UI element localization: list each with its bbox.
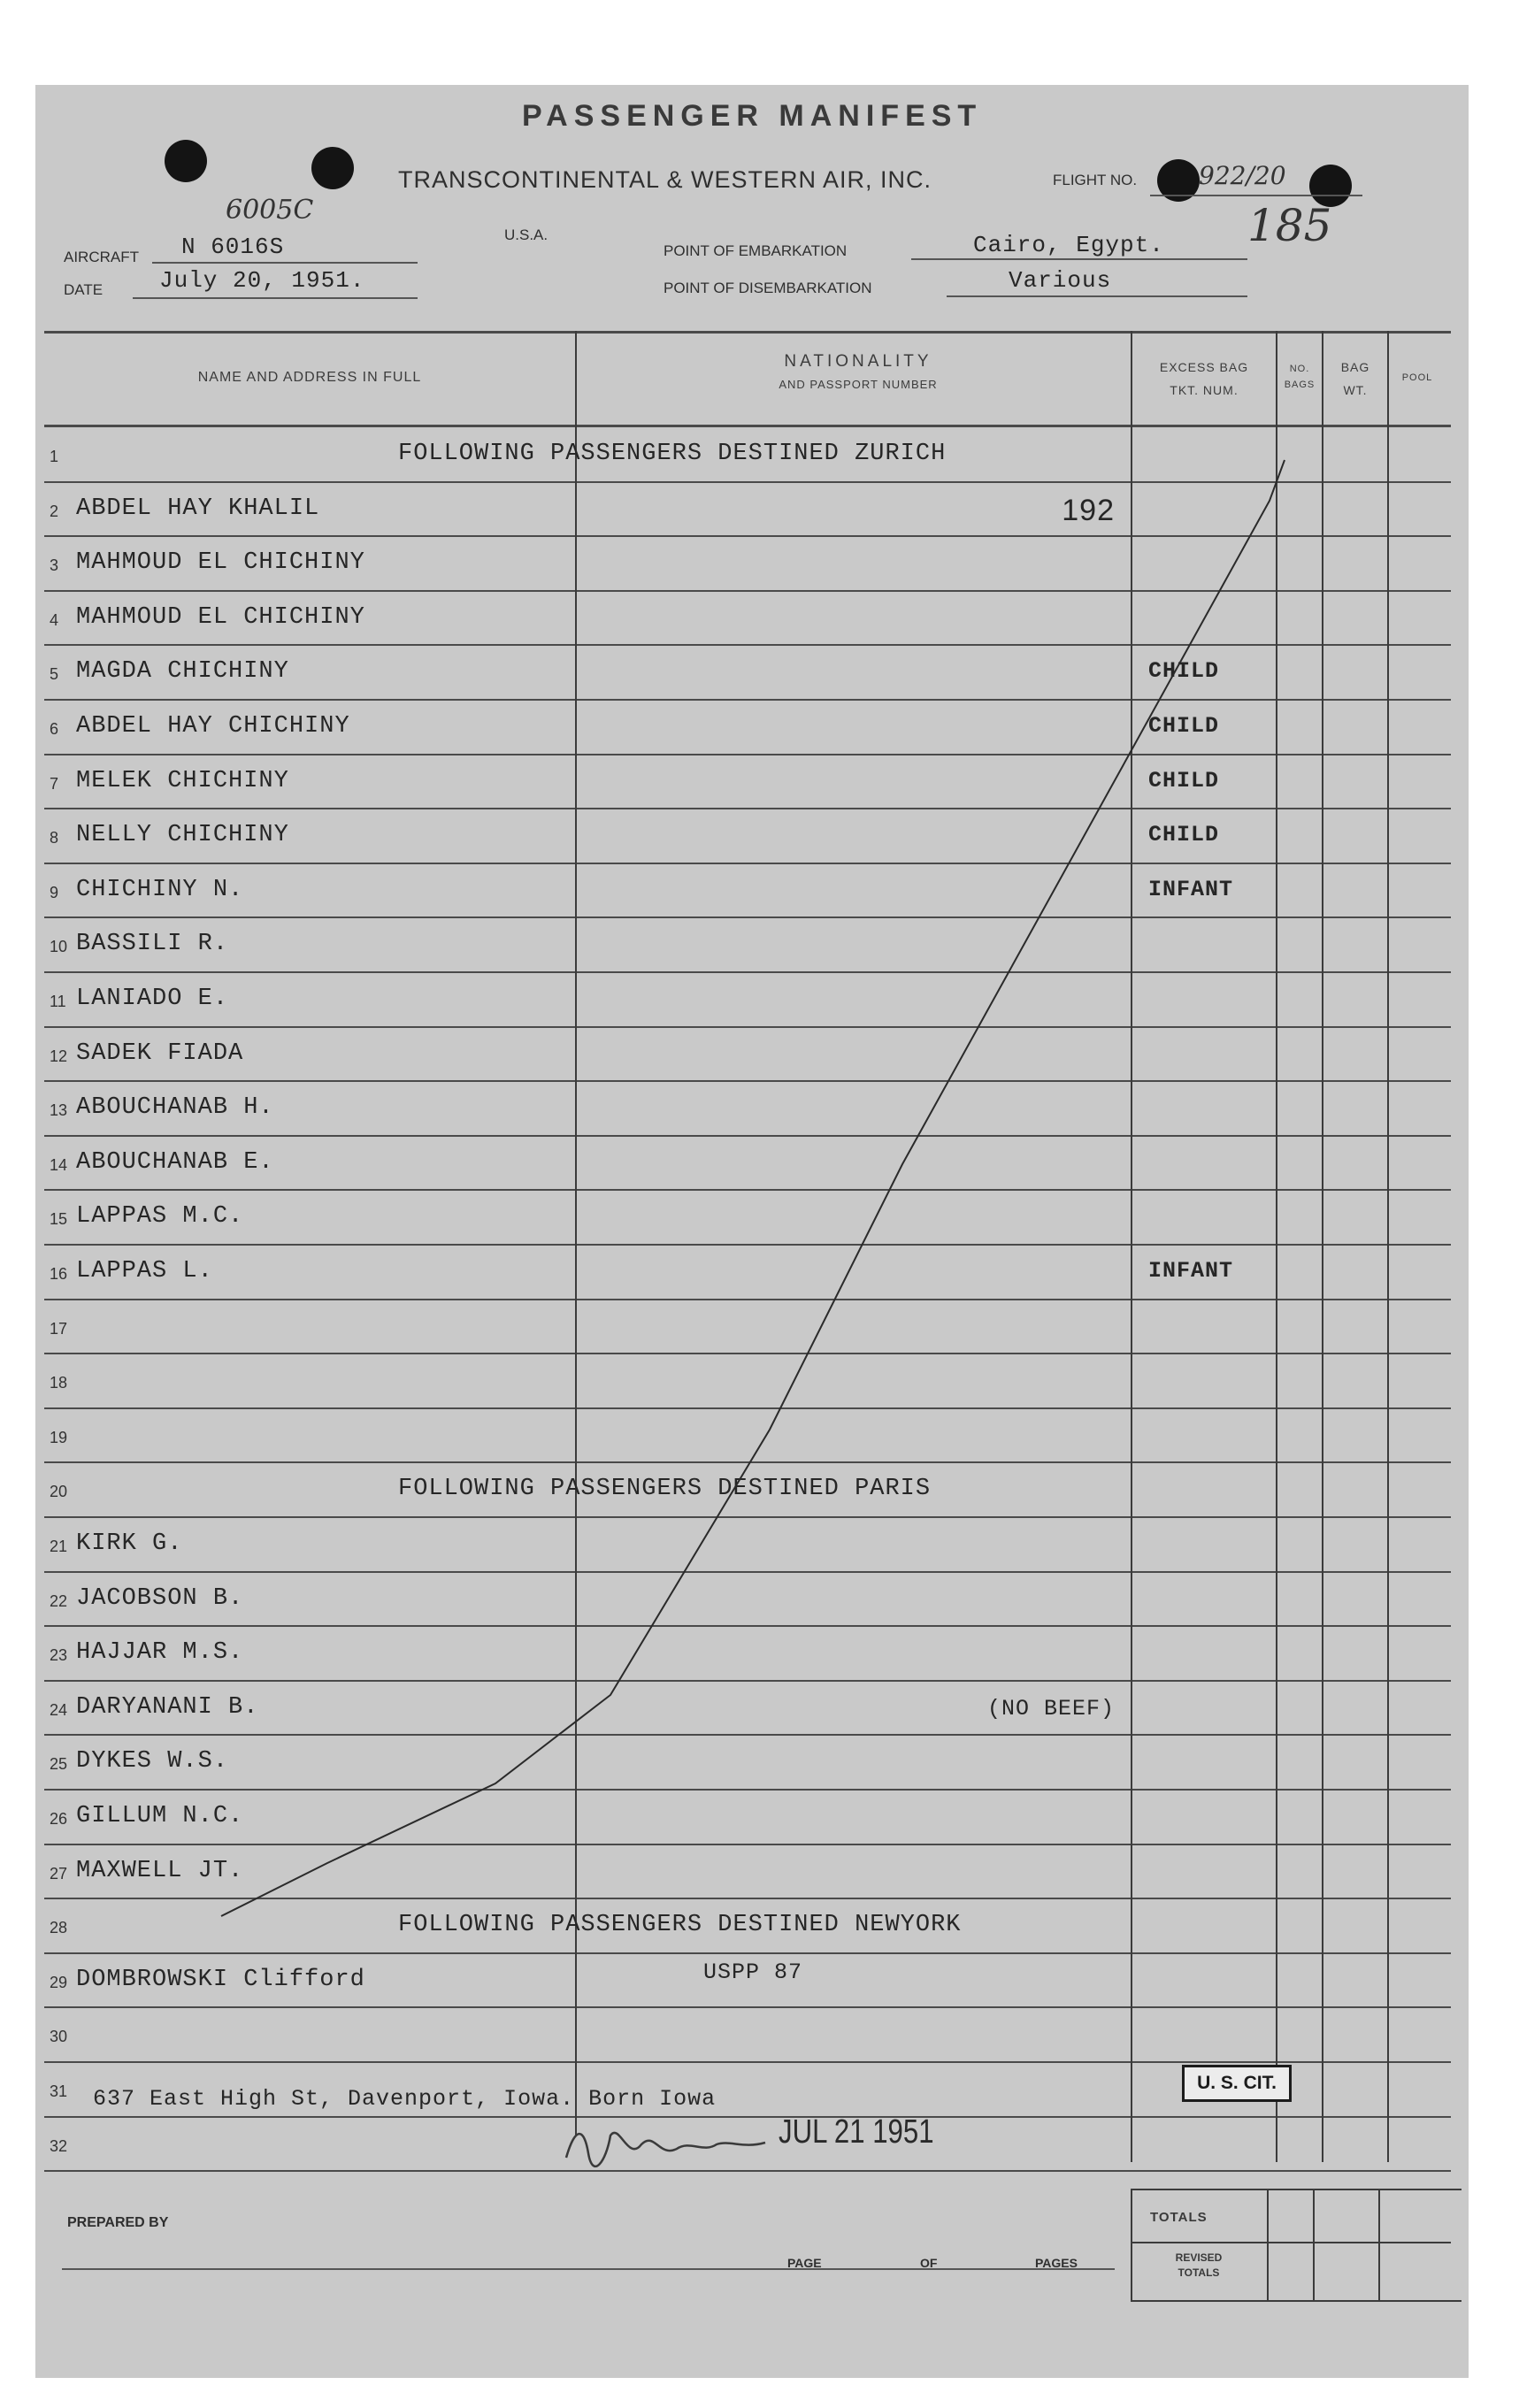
table-row <box>44 973 1451 1028</box>
table-row <box>44 1463 1451 1518</box>
table-row <box>44 809 1451 864</box>
date-received-stamp: JUL 21 1951 <box>779 2113 934 2151</box>
row-number: 7 <box>50 774 59 793</box>
col-header-weight <box>1325 356 1385 402</box>
aircraft-label: AIRCRAFT <box>64 249 139 265</box>
manifest-title: PASSENGER MANIFEST <box>522 99 983 133</box>
nationality-value: USPP 87 <box>703 1959 803 1985</box>
table-row <box>44 537 1451 592</box>
row-number: 27 <box>50 1864 68 1883</box>
col-header-weight-line1: BAG <box>1340 360 1370 374</box>
table-header-bottom-border <box>44 425 1451 427</box>
punch-hole-left-1 <box>165 140 207 182</box>
flight-label: FLIGHT NO. <box>1053 172 1138 188</box>
row-number: 11 <box>50 993 66 1010</box>
row-number: 6 <box>50 720 59 738</box>
row-number: 3 <box>50 556 59 575</box>
passenger-name: DOMBROWSKI Clifford <box>76 1966 365 1993</box>
excess-bag-value: CHILD <box>1148 658 1220 685</box>
col-header-excess-line2: TKT. NUM. <box>1170 383 1239 397</box>
manifest-table <box>44 331 1460 2171</box>
revised-totals-line1: REVISED <box>1175 2251 1223 2264</box>
row-number: 21 <box>50 1538 68 1555</box>
table-row <box>44 1791 1451 1845</box>
destination-heading: FOLLOWING PASSENGERS DESTINED PARIS <box>398 1476 932 1503</box>
row-number: 20 <box>50 1483 68 1501</box>
row-number: 28 <box>50 1919 68 1937</box>
pages-label: PAGES <box>1035 2256 1078 2270</box>
table-row <box>44 2008 1451 2063</box>
passenger-name: SADEK FIADA <box>76 1039 244 1067</box>
row-number: 9 <box>50 883 59 901</box>
manifest-sheet <box>35 85 1469 2378</box>
col-header-pool: POOL <box>1401 372 1433 383</box>
totals-divider <box>1132 2242 1451 2243</box>
revised-totals-line2: TOTALS <box>1178 2266 1220 2279</box>
passenger-name: LANIADO E. <box>76 985 229 1012</box>
prepared-by-line <box>62 2268 1115 2270</box>
date-value: July 20, 1951. <box>159 267 365 294</box>
table-row <box>44 918 1451 973</box>
table-row <box>44 1899 1451 1954</box>
col-header-nationality-line1: NATIONALITY <box>784 352 932 371</box>
passenger-name: GILLUM N.C. <box>76 1803 244 1829</box>
col-header-nationality <box>610 350 1106 396</box>
date-label: DATE <box>64 281 104 298</box>
excess-bag-value: INFANT <box>1148 1258 1234 1284</box>
table-row <box>44 1300 1451 1355</box>
col-header-excess-line1: EXCESS BAG <box>1159 360 1249 374</box>
aircraft-line <box>152 262 418 264</box>
passenger-name: DARYANANI B. <box>76 1693 259 1721</box>
passenger-name: ABOUCHANAB H. <box>76 1094 274 1122</box>
col-header-nationality-line2: AND PASSPORT NUMBER <box>779 378 938 391</box>
table-row <box>44 1736 1451 1791</box>
passenger-name: LAPPAS M.C. <box>76 1203 244 1231</box>
inspector-signature-mark <box>557 2118 770 2180</box>
table-row <box>44 1246 1451 1300</box>
table-row <box>44 1682 1451 1737</box>
table-row <box>44 483 1451 538</box>
row-number: 31 <box>50 2082 68 2100</box>
excess-bag-value: INFANT <box>1148 876 1234 902</box>
row-number: 30 <box>50 2028 68 2046</box>
destination-heading: FOLLOWING PASSENGERS DESTINED ZURICH <box>398 441 947 467</box>
passenger-name: DYKES W.S. <box>76 1748 229 1775</box>
row-number: 25 <box>50 1755 68 1774</box>
table-row <box>44 701 1451 755</box>
disembarkation-value: Various <box>1009 267 1112 294</box>
aircraft-handwritten-note: 6005C <box>226 195 314 226</box>
punch-hole-left-2 <box>311 147 354 189</box>
nationality-value: 192 <box>1062 493 1115 527</box>
page-label: PAGE <box>787 2256 822 2270</box>
table-row <box>44 1954 1451 2009</box>
table-row <box>44 755 1451 810</box>
row-number: 18 <box>50 1374 68 1392</box>
excess-bag-value: CHILD <box>1148 822 1220 848</box>
table-top-border <box>44 331 1451 334</box>
table-row <box>44 864 1451 919</box>
row-number: 5 <box>50 665 59 684</box>
table-row <box>44 646 1451 701</box>
table-row <box>44 1845 1451 1900</box>
totals-box <box>1131 2189 1461 2302</box>
of-label: OF <box>920 2256 938 2270</box>
table-row <box>44 1191 1451 1246</box>
col-header-weight-line2: WT. <box>1343 383 1368 397</box>
table-row <box>44 1082 1451 1137</box>
row-number: 2 <box>50 502 59 520</box>
us-citizen-stamp: U. S. CIT. <box>1182 2065 1292 2102</box>
row-number: 29 <box>50 1973 68 1991</box>
col-header-bags-line2: BAGS <box>1284 380 1316 390</box>
company-name: TRANSCONTINENTAL & WESTERN AIR, INC. <box>398 166 932 193</box>
row-number: 12 <box>50 1047 68 1065</box>
passenger-name: BASSILI R. <box>76 931 229 958</box>
row-number: 13 <box>50 1101 68 1120</box>
passenger-name: HAJJAR M.S. <box>76 1639 244 1667</box>
row-number: 1 <box>50 448 59 465</box>
page-number-note: 185 <box>1247 200 1332 251</box>
passenger-name: MAHMOUD EL CHICHINY <box>76 549 365 577</box>
row-number: 15 <box>50 1210 68 1229</box>
passenger-name: CHICHINY N. <box>76 876 244 903</box>
signature-scribble <box>557 2118 770 2171</box>
table-row <box>44 592 1451 647</box>
passenger-name: ABDEL HAY KHALIL <box>76 495 320 522</box>
row-number: 10 <box>50 938 68 956</box>
table-row <box>44 1518 1451 1573</box>
disembarkation-label: POINT OF DISEMBARKATION <box>664 280 872 296</box>
table-row <box>44 1137 1451 1192</box>
passenger-name: ABDEL HAY CHICHINY <box>76 713 350 740</box>
embarkation-line <box>911 258 1247 260</box>
table-row <box>44 1354 1451 1409</box>
passenger-name: LAPPAS L. <box>76 1258 213 1285</box>
row-number: 24 <box>50 1700 68 1719</box>
row-number: 8 <box>50 829 59 847</box>
col-header-bags-line1: NO. <box>1289 364 1310 374</box>
row-number: 16 <box>50 1265 68 1283</box>
passenger-name: MAGDA CHICHINY <box>76 658 289 686</box>
passenger-name: ABOUCHANAB E. <box>76 1148 274 1176</box>
prepared-by-label: PREPARED BY <box>67 2215 169 2230</box>
excess-bag-value: CHILD <box>1148 713 1220 739</box>
flight-number: 922/20 <box>1199 161 1286 190</box>
row-number: 17 <box>50 1319 68 1338</box>
date-line <box>133 297 418 299</box>
row29-address: 637 East High St, Davenport, Iowa. Born Iowa <box>93 2086 717 2112</box>
row-number: 14 <box>50 1155 68 1174</box>
passenger-name: MAHMOUD EL CHICHINY <box>76 603 365 631</box>
flight-number-line <box>1150 195 1362 196</box>
embarkation-label: POINT OF EMBARKATION <box>664 242 848 259</box>
row-number: 22 <box>50 1591 68 1610</box>
totals-col-3 <box>1378 2190 1380 2300</box>
table-row <box>44 1627 1451 1682</box>
passenger-name: MAXWELL JT. <box>76 1857 244 1884</box>
col-header-bags <box>1279 361 1320 393</box>
totals-label: TOTALS <box>1150 2210 1208 2225</box>
totals-col-1 <box>1267 2190 1269 2300</box>
row-number: 4 <box>50 610 59 629</box>
col-header-name: NAME AND ADDRESS IN FULL <box>197 370 422 385</box>
aircraft-value: N 6016S <box>181 234 285 260</box>
passenger-name: MELEK CHICHINY <box>76 767 289 794</box>
passenger-name: NELLY CHICHINY <box>76 822 289 849</box>
table-row <box>44 1028 1451 1083</box>
nationality-value: (NO BEEF) <box>986 1695 1115 1722</box>
passenger-name: JACOBSON B. <box>76 1584 244 1612</box>
col-header-excess <box>1134 356 1274 402</box>
table-row <box>44 1409 1451 1464</box>
disembarkation-line <box>947 295 1247 297</box>
row-number: 23 <box>50 1646 68 1665</box>
revised-totals-label <box>1150 2251 1247 2281</box>
country-label: U.S.A. <box>504 226 549 243</box>
table-row <box>44 428 1451 483</box>
row-number: 26 <box>50 1810 68 1828</box>
passenger-name: KIRK G. <box>76 1530 183 1557</box>
excess-bag-value: CHILD <box>1148 767 1220 794</box>
destination-heading: FOLLOWING PASSENGERS DESTINED NEWYORK <box>398 1912 962 1939</box>
row-number: 19 <box>50 1428 68 1446</box>
row-number: 32 <box>50 2136 68 2155</box>
table-row <box>44 1573 1451 1628</box>
embarkation-value: Cairo, Egypt. <box>973 232 1164 258</box>
totals-col-2 <box>1313 2190 1315 2300</box>
